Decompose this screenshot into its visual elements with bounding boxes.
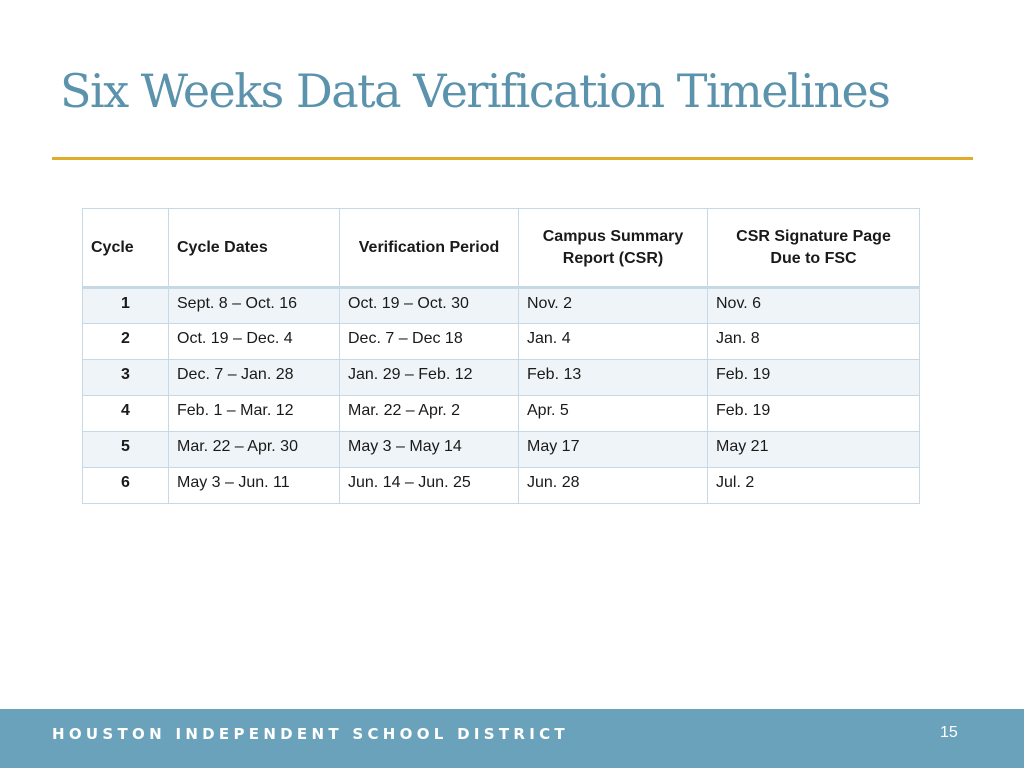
cycle-number: 6: [83, 468, 169, 504]
table-header-row: [83, 209, 920, 288]
header-csr-signature-line1: CSR Signature Page: [736, 227, 891, 245]
table-row: [83, 324, 920, 360]
table-row: [83, 396, 920, 432]
signature-due-date: Jul. 2: [708, 468, 920, 504]
header-campus-summary-report: [519, 209, 708, 288]
verification-period: Mar. 22 – Apr. 2: [340, 396, 519, 432]
cycle-dates: Dec. 7 – Jan. 28: [169, 360, 340, 396]
verification-period: Dec. 7 – Dec 18: [340, 324, 519, 360]
cycle-dates: May 3 – Jun. 11: [169, 468, 340, 504]
page-number: 15: [940, 724, 958, 741]
csr-date: Jan. 4: [519, 324, 708, 360]
signature-due-date: Feb. 19: [708, 360, 920, 396]
title-divider: [52, 157, 973, 160]
cycle-dates: Feb. 1 – Mar. 12: [169, 396, 340, 432]
cycle-number: 4: [83, 396, 169, 432]
footer-org-name: HOUSTON INDEPENDENT SCHOOL DISTRICT: [52, 725, 569, 743]
header-campus-summary-line1: Campus Summary: [542, 227, 684, 245]
verification-period: May 3 – May 14: [340, 432, 519, 468]
header-cycle: Cycle: [83, 209, 169, 288]
signature-due-date: May 21: [708, 432, 920, 468]
csr-date: Jun. 28: [519, 468, 708, 504]
csr-date: Nov. 2: [519, 288, 708, 324]
table-row: [83, 432, 920, 468]
header-csr-signature-line2: Due to FSC: [770, 249, 857, 267]
cycle-number: 2: [83, 324, 169, 360]
table-row: [83, 288, 920, 324]
signature-due-date: Jan. 8: [708, 324, 920, 360]
footer-bar: [0, 709, 1024, 768]
cycle-number: 1: [83, 288, 169, 324]
header-cycle-dates: Cycle Dates: [169, 209, 340, 288]
csr-date: May 17: [519, 432, 708, 468]
verification-period: Jan. 29 – Feb. 12: [340, 360, 519, 396]
table-row: [83, 360, 920, 396]
cycle-number: 5: [83, 432, 169, 468]
cycle-number: 3: [83, 360, 169, 396]
header-campus-summary-line2: Report (CSR): [562, 249, 664, 267]
verification-period: Jun. 14 – Jun. 25: [340, 468, 519, 504]
signature-due-date: Nov. 6: [708, 288, 920, 324]
verification-period: Oct. 19 – Oct. 30: [340, 288, 519, 324]
table-row: [83, 468, 920, 504]
csr-date: Apr. 5: [519, 396, 708, 432]
slide-title: Six Weeks Data Verification Timelines: [60, 64, 890, 118]
header-csr-signature-due: [708, 209, 920, 288]
cycle-dates: Oct. 19 – Dec. 4: [169, 324, 340, 360]
header-verification-period: Verification Period: [340, 209, 519, 288]
verification-timeline-table: [82, 208, 920, 504]
signature-due-date: Feb. 19: [708, 396, 920, 432]
cycle-dates: Mar. 22 – Apr. 30: [169, 432, 340, 468]
cycle-dates: Sept. 8 – Oct. 16: [169, 288, 340, 324]
csr-date: Feb. 13: [519, 360, 708, 396]
